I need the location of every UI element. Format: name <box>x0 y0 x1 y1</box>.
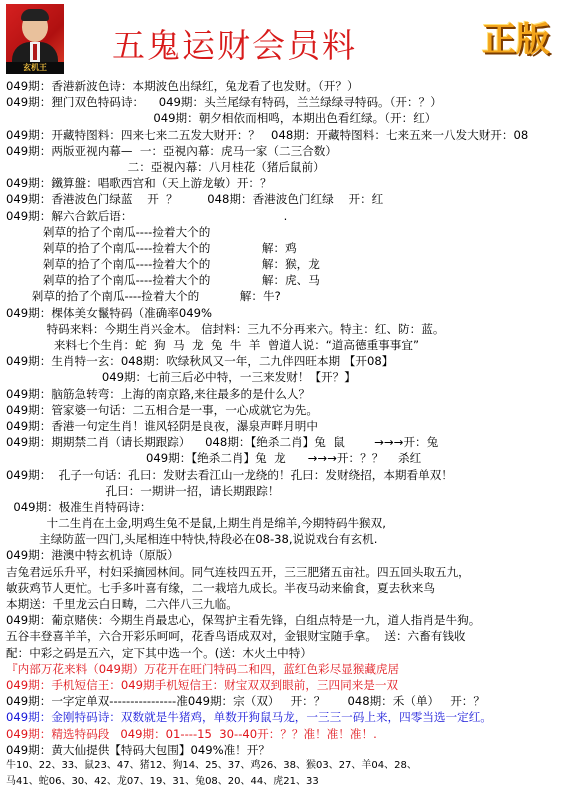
text-line: 敏荻鸡节人更忙。七手多叶喜有缘，二一栽培九成长。半夜马动来偷食，夏去秋来鸟 <box>6 580 435 595</box>
text-line: 049期：生肖特一玄：048期：吹绿秋风又一年，二九伴四旺本期 【开08】 <box>6 354 394 369</box>
text-line: 049期：手机短信王：049期手机短信王：财宝双双到眼前，三四同来是一双 <box>6 677 399 692</box>
text-line: 049期：一字定单双----------------准049期：宗（双） 开：？ 048期：禾（单） 开：？ <box>6 694 485 709</box>
text-line: 049期：香港波色门绿蓝 开 ？ 048期：香港波色门红绿 开：红 <box>6 192 384 207</box>
text-line: 049期：金刚特码诗：双数就是牛猪鸡，单数开狗鼠马龙，一三三一码上来，四零当选一定红。 <box>6 710 492 725</box>
text-line: 049期：精选特码段 049期：01----15 30--40开：？？准！准！准！. <box>6 726 377 741</box>
text-line: 十二生肖在土金,明鸡生兔不是鼠,上期生肖是绵羊,今期特码牛猴双, <box>6 516 386 531</box>
text-line: 马41、蛇06、30、42、龙07、19、31、兔08、20、44、虎21、33 <box>6 776 319 788</box>
text-line: 049期：狸门双色特码诗： 049期：头兰尾绿有特码，兰兰绿绿寻特码。（开：？） <box>6 95 442 110</box>
text-line: 主绿防蓝一四门,头尾相连中特快,特段必在08-38,说说戏台有玄机. <box>6 532 378 547</box>
page-title: 五鬼运财会员料 <box>112 26 357 65</box>
photo-caption: 玄机王 <box>6 62 64 74</box>
host-photo <box>6 4 64 74</box>
text-line: 049期：黄大仙提供【特码大包围】049%准！开？ <box>6 742 270 757</box>
text-line: 剁草的拾了个南瓜----捡着大个的 解：鸡 <box>6 240 297 255</box>
text-line: 牛10、22、33、鼠23、47、猪12、狗14、25、37、鸡26、38、猴03、27、羊04、28、 <box>6 759 417 771</box>
text-line: 本期送：千里龙云白日畴，二六伴八三九临。 <box>6 597 238 611</box>
text-line: 剁草的拾了个南瓜----捡着大个的 解：牛? <box>6 289 281 304</box>
text-line: 『内部万花来料（049期）万花开在旺门特码二和四，蓝红色彩尽显猴藏虎居 <box>6 661 400 676</box>
text-line: 049期：朝夕相依而相鸣，本期出色看红绿。（开：红） <box>6 111 437 126</box>
text-line: 来料七个生肖：蛇 狗 马 龙 兔 牛 羊 曾道人说：“道高德重事事宜” <box>6 338 419 352</box>
text-line: 049期：管家婆一句话：二五相合是一事，一心成就它为先。 <box>6 402 318 417</box>
text-line: 049期：香港一句定生肖！谁风轻阴是良夜，瀑泉声畔月明中 <box>6 418 318 433</box>
text-line: 049期：香港新波色诗：本期波色出绿红，兔龙看了也发财。（开？） <box>6 79 359 93</box>
text-line: 049期：棵体美女鬣特码（准确率049% <box>6 305 212 320</box>
page-header <box>0 0 576 76</box>
text-line: 二：亞視內幕：八月桂花（猪后鼠前） <box>6 159 325 174</box>
text-line: 吉兔君远乐升平，村妇采摘园林间。同气连枝四五开，三三肥猪五亩社。四五回头取五九， <box>6 564 470 579</box>
text-line: 049期：七前三后必中特，一三来发财！【开？】 <box>6 370 356 385</box>
text-line: 049期：开藏特图料：四来七来二五发大财开：？ 048期：开藏特图料：七来五来一八发大财开：08 <box>6 127 529 142</box>
text-line: 049期：解六合欽后语： . <box>6 208 288 223</box>
text-line: 049期：期期禁二肖（请长期跟踪） 048期：【绝杀二肖】兔 鼠 →→→开：兔 <box>6 435 439 450</box>
text-line: 049期：极准生肖特码诗： <box>6 499 152 514</box>
text-line: 剁草的拾了个南瓜----捡着大个的 <box>6 224 211 239</box>
text-line: 049期：脑筋急转弯：上海的南京路,来往最多的是什么人？ <box>6 386 311 401</box>
text-line: 049期：葡京赌侠：今期生肖最忠心，保驾护主看先锋，白组点特是一九，道人指肖是牛狗。 <box>6 613 481 628</box>
text-line: 五谷丰登喜羊羊，六合开彩乐呵呵，花香鸟语成双对，金银财宝随手拿。 送：六畜有钱收 <box>6 629 466 644</box>
text-line: 特码来料：今期生肖兴金木。 信封料：三九不分再来六。特主：红、防：蓝。 <box>6 321 445 336</box>
text-line: 049期：鐵算盤：唱歌西宫和（天上游龙敏）开：？ <box>6 176 272 191</box>
text-line: 剁草的拾了个南瓜----捡着大个的 解：虎、马 <box>6 273 320 288</box>
text-line: 孔曰：一期讲一招，请长期跟踪！ <box>6 483 280 498</box>
text-line: 049期：两版亚视内幕— 一：亞視內幕：虎马一家（二三合数） <box>6 143 337 158</box>
text-line: 剁草的拾了个南瓜----捡着大个的 解：猴，龙 <box>6 257 320 272</box>
content-lines <box>0 78 576 790</box>
text-line: 049期：【绝杀二肖】兔 龙 →→→开：？？ 杀红 <box>6 451 422 466</box>
genuine-badge: 正版 <box>482 20 550 60</box>
text-line: 049期： 孔子一句话：孔曰：发财去看江山一龙绕的！孔曰：发财绕招，本期看单双！ <box>6 467 453 482</box>
text-line: 配：中彩之码是五六，定下其中选一个。(送：木火土中特） <box>6 645 312 660</box>
text-line: 049期：港澳中特玄机诗（原版） <box>6 548 179 563</box>
